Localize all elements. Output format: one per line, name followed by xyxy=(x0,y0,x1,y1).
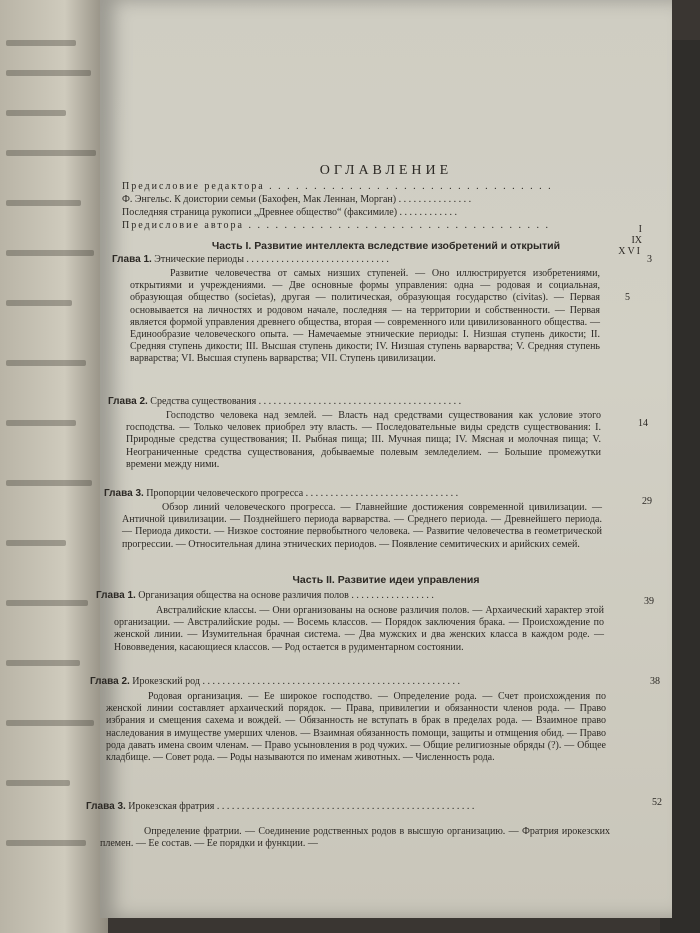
entry-page: I xyxy=(638,224,642,235)
entry-page: XVI xyxy=(618,246,642,257)
chapter-page: 5 xyxy=(625,292,630,303)
part-heading: Часть II. Развитие идеи управления xyxy=(292,574,480,586)
facing-page xyxy=(0,0,108,933)
chapter-summary: Определение фратрии. — Соединение родственных родов в высшую организацию. — Фратрия ирокезских племен. — Ее состав. — Ее порядки и функции. — xyxy=(100,826,610,850)
chapter-heading: Глава 1. Организация общества на основе различия полов . . . . . . . . . . . . . . . . . 39 xyxy=(96,590,654,607)
chapter-summary: Австралийские классы. — Они организованы на основе различия полов. — Архаический характер этой организации. — Австралийские роды. — Восемь классов. — Порядок заключения брака. — Происхождение по женской линии. — Изумительная брачная система. — Два мужских и два женских класса в каждом роде. — Нововведения, касающиеся классов. — Род остается в рудиментарном состоянии. xyxy=(114,605,604,653)
entry-text: Последняя страница рукописи „Древнее общество“ (факсимиле) xyxy=(122,207,398,218)
entry-text: Предисловие редактора xyxy=(122,181,265,192)
chapter-summary: Обзор линий человеческого прогресса. — Главнейшие достижения современной цивилизации. — Античной цивилизации. — Позднейшего периода варварства. — Среднего периода. — Древнейшего периода. — Периода дикости. — Низкое состояние первобытного человека. — Развитие человечества в геометрической прогрессии. — Относительная длина этнических периодов. — Появление семитических и арийских семей. xyxy=(122,502,602,550)
chapter-heading: Глава 2. Средства существования . . . . . . . . . . . . . . . . . . . . . . . . . . . . . . . . . . . . . . . . . 14 xyxy=(108,396,648,429)
chapter-title: Организация общества на основе различия полов xyxy=(138,590,349,601)
chapter-summary: Родовая организация. — Ее широкое господство. — Определение рода. — Счет происхождения по женской линии составляет архаический порядок. — Права, привилегии и обязанности членов рода. — Право избрания и смещения сахема и вождей. — Обязанность не вступать в брак в пределах рода. — Взаимное право наследования в имуществе умерших членов. — Взаимная обязанность помощи, защиты и отмщения обид. — Право рода давать имена своим членам. — Право усыновления в род чужих. — Общие религиозные обряды (?). — Общее кладбище. — Совет рода. — Роды называются по именам животных. — Численность рода. xyxy=(106,691,606,764)
chapter-title: Средства существования xyxy=(150,396,257,407)
toc-front-entry: Последняя страница рукописи „Древнее общество“ (факсимиле) . . . . . . . . . . . . IX xyxy=(122,207,642,246)
toc-page xyxy=(86,0,672,918)
chapter-label: Глава 2. xyxy=(108,396,148,407)
chapter-title: Ирокезский род xyxy=(132,676,200,687)
chapter-page: 3 xyxy=(647,254,652,265)
chapter-heading: Глава 3. Ирокезская фратрия . . . . . . . . . . . . . . . . . . . . . . . . . . . . . . . . . . . . . . . . . . . . . . . . . . . . 52 xyxy=(86,797,662,812)
toc-front-entry: Предисловие редактора . . . . . . . . . . . . . . . . . . . . . . . . . . . . . . . . xyxy=(122,181,553,192)
chapter-label: Глава 3. xyxy=(86,801,126,812)
entry-text: Ф. Энгельс. К доистории семьи (Бахофен, Мак Леннан, Морган) xyxy=(122,194,397,205)
chapter-label: Глава 1. xyxy=(112,254,152,265)
toc-front-entry: Предисловие автора . . . . . . . . . . . . . . . . . . . . . . . . . . . . . . . . . . XVI xyxy=(122,220,642,257)
chapter-label: Глава 1. xyxy=(96,590,136,601)
chapter-heading: Глава 1. Этнические периоды . . . . . . . . . . . . . . . . . . . . . . . . . . . . . 3 xyxy=(112,254,652,265)
chapter-title: Ирокезская фратрия xyxy=(128,801,215,812)
part-heading: Часть I. Развитие интеллекта вследствие изобретений и открытий xyxy=(211,240,561,252)
chapter-label: Глава 2. xyxy=(90,676,130,687)
chapter-page: 14 xyxy=(638,418,648,429)
chapter-title: Пропорции человеческого прогресса xyxy=(146,488,304,499)
chapter-page: 38 xyxy=(650,676,660,687)
chapter-heading: Глава 3. Пропорции человеческого прогресса . . . . . . . . . . . . . . . . . . . . . . . . . . . . . . . 29 xyxy=(104,488,652,507)
entry-text: Предисловие автора xyxy=(122,220,244,231)
page-title: ОГЛАВЛЕНИЕ xyxy=(319,163,453,178)
chapter-page: 29 xyxy=(642,496,652,507)
toc-front-entry: Ф. Энгельс. К доистории семьи (Бахофен, Мак Леннан, Морган) . . . . . . . . . . . . . . . I xyxy=(122,194,642,235)
entry-page: IX xyxy=(631,235,642,246)
chapter-title: Этнические периоды xyxy=(154,254,244,265)
chapter-heading: Глава 2. Ирокезский род . . . . . . . . . . . . . . . . . . . . . . . . . . . . . . . . . . . . . . . . . . . . . . . . . . . . 38 xyxy=(90,676,660,687)
summary-page xyxy=(625,292,645,304)
chapter-summary: Развитие человечества от самых низших ступеней. — Оно иллюстрируется изобретениями, открытиями и учреждениями. — Две основные формы управления: одна — родовая и социальная, образующая общество (societas), другая — политическая, образующая государство (civitas). — Первая основывается на личностях и родовом начале, последняя — на территории и собственности. — Первая является формой управления древнего общества, вторая — современного или цивилизованного общества. — Единообразие человеческого опыта. — Намечаемые этнические периоды: I. Низшая ступень дикости; II. Средняя ступень дикости; III. Высшая ступень дикости; IV. Низшая ступень варварства; V. Средняя ступень варварства; VI. Высшая ступень варварства; VII. Ступень цивилизации. xyxy=(130,268,600,365)
chapter-page: 52 xyxy=(652,797,662,808)
chapter-label: Глава 3. xyxy=(104,488,144,499)
chapter-summary: Господство человека над землей. — Власть над средствами существования как условие этого господства. — Только человек приобрел эту власть. — Последовательные виды средств существования: I. Природные средства существования; II. Рыбная пища; III. Мучная пища; IV. Мясная и молочная пища; V. Неограниченные средства существования, добываемые полевым земледелием. — Большие промежутки времени между ними. xyxy=(126,410,601,470)
chapter-page: 39 xyxy=(644,596,654,607)
